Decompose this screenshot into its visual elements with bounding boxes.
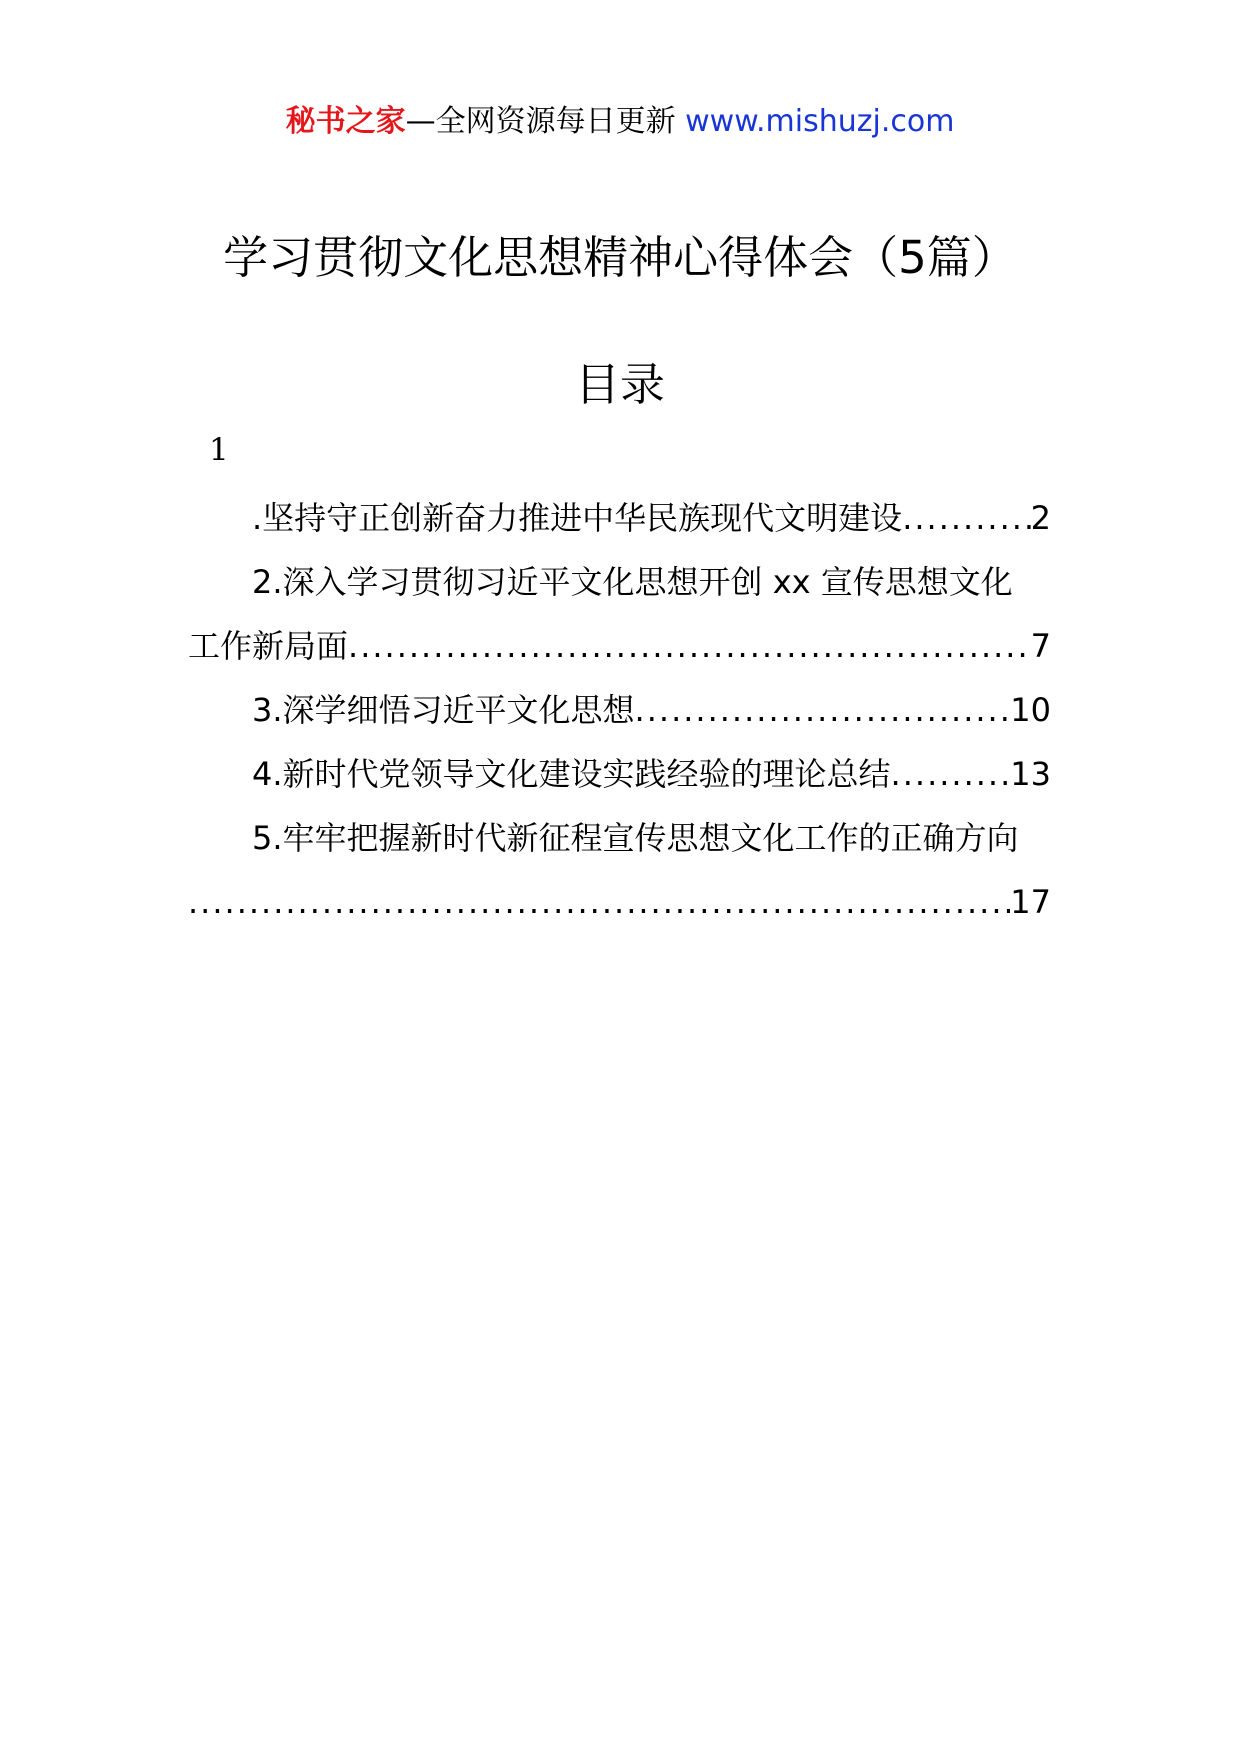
- toc-page-number: 7: [1030, 627, 1051, 665]
- toc-entry-text: 2.深入学习贯彻习近平文化思想开创 xx 宣传思想文化: [252, 563, 1013, 601]
- site-header: [0, 100, 1240, 144]
- toc-page-number: 2: [1030, 499, 1051, 537]
- brand-name: 秘书之家: [285, 104, 406, 139]
- toc-entry-text: 工作新局面: [188, 627, 349, 665]
- stray-number: 1: [209, 432, 229, 468]
- toc-entry-text: .坚持守正创新奋力推进中华民族现代文明建设: [252, 499, 903, 537]
- document-title: 学习贯彻文化思想精神心得体会（5篇）: [223, 231, 1017, 284]
- toc-entry-text: 5.牢牢把握新时代新征程宣传思想文化工作的正确方向: [252, 819, 1019, 857]
- table-of-contents: [188, 486, 1051, 934]
- toc-entry-4[interactable]: [188, 742, 1051, 806]
- toc-entry-text: 3.深学细悟习近平文化思想: [252, 691, 635, 729]
- toc-entry-5-continued[interactable]: [188, 870, 1051, 934]
- dot-leader: [902, 486, 1030, 550]
- dot-leader: [188, 870, 1010, 934]
- toc-page-number: 10: [1010, 691, 1051, 729]
- toc-page-number: 17: [1010, 883, 1051, 921]
- site-link[interactable]: www.mishuzj.com: [685, 104, 955, 139]
- toc-page-number: 13: [1010, 755, 1051, 793]
- toc-entry-2-continued[interactable]: [188, 614, 1051, 678]
- header-tagline: —全网资源每日更新: [405, 104, 676, 139]
- dot-leader: [635, 678, 1011, 742]
- toc-entry-3[interactable]: [188, 678, 1051, 742]
- toc-entry-5[interactable]: [188, 806, 1051, 870]
- dot-leader: [891, 742, 1011, 806]
- toc-entry-2[interactable]: [188, 550, 1051, 614]
- toc-entry-1[interactable]: [188, 486, 1051, 550]
- toc-heading: 目录: [574, 358, 665, 411]
- toc-entry-text: 4.新时代党领导文化建设实践经验的理论总结: [252, 755, 891, 793]
- dot-leader: [348, 614, 1031, 678]
